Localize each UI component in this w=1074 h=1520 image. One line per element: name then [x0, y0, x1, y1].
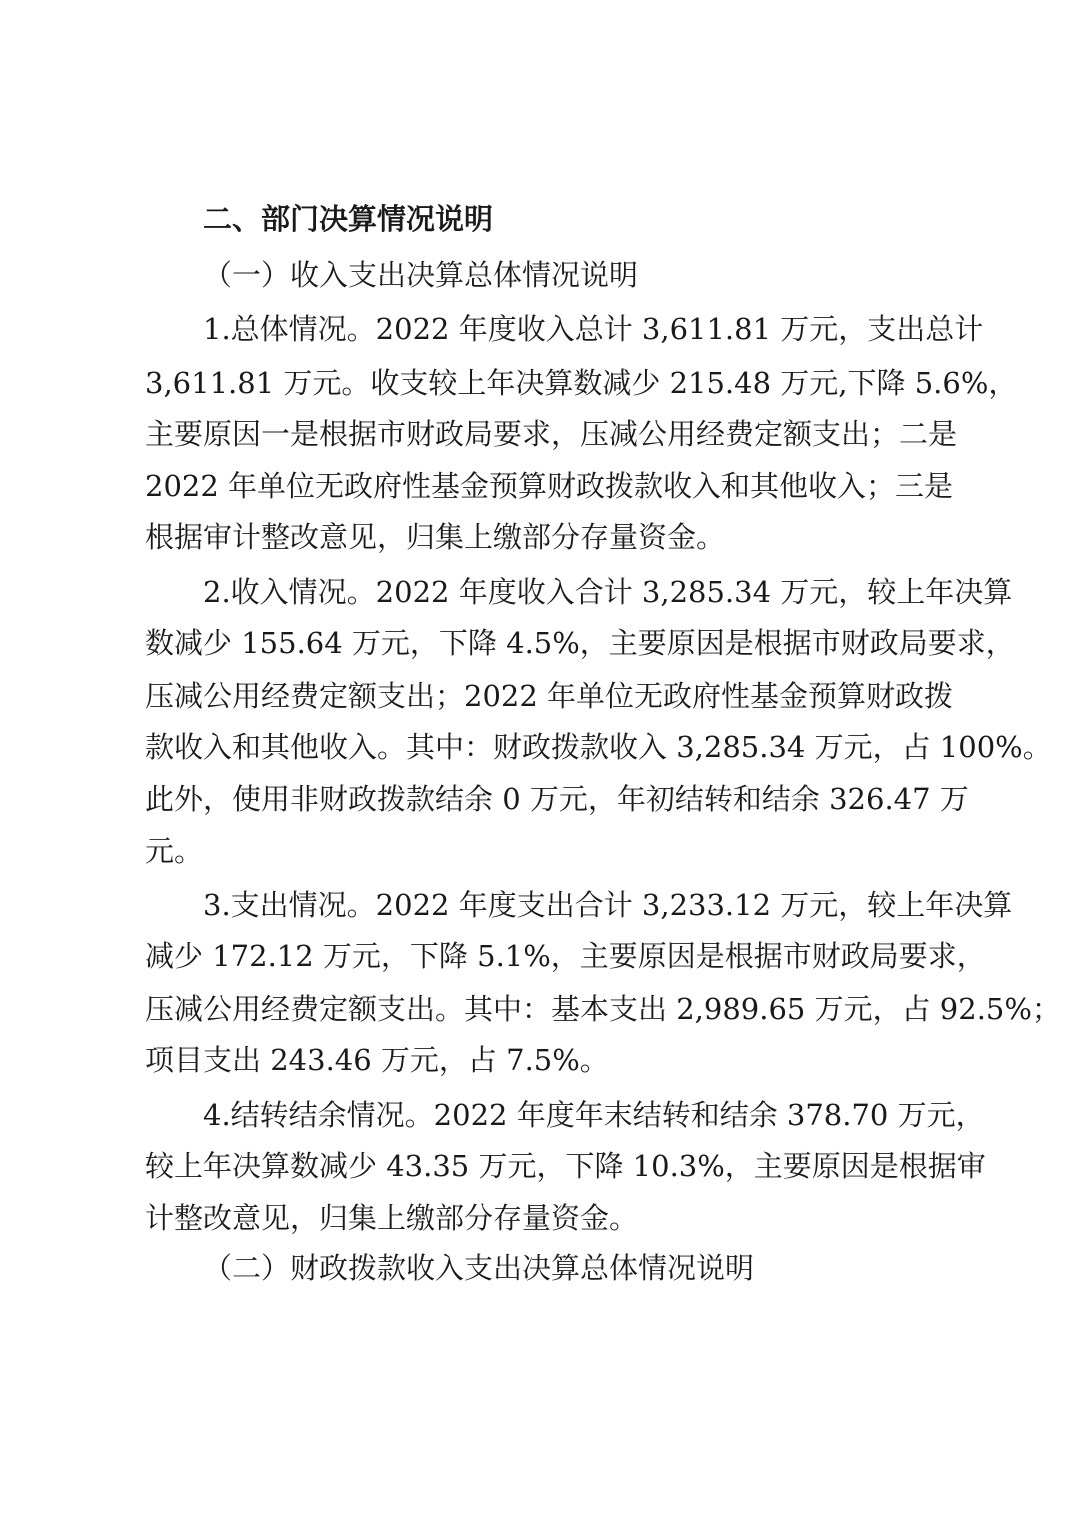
paragraph-line: 此外，使用非财政拨款结余 0 万元，年初结转和结余 326.47 万	[145, 782, 969, 816]
paragraph-line: 较上年决算数减少 43.35 万元，下降 10.3%，主要原因是根据审	[145, 1149, 986, 1183]
paragraph-line: 数减少 155.64 万元，下降 4.5%，主要原因是根据市财政局要求，	[145, 626, 1015, 660]
paragraph-line: 2.收入情况。2022 年度收入合计 3,285.34 万元，较上年决算	[203, 575, 1013, 609]
subsection-heading-2: （二）财政拨款收入支出决算总体情况说明	[203, 1251, 755, 1285]
paragraph-line: 压减公用经费定额支出。其中：基本支出 2,989.65 万元，占 92.5%；	[145, 992, 1061, 1026]
subsection-heading-1: （一）收入支出决算总体情况说明	[203, 258, 639, 292]
paragraph-line: 3,611.81 万元。收支较上年决算数减少 215.48 万元,下降 5.6%，	[145, 366, 1018, 400]
paragraph-line: 款收入和其他收入。其中：财政拨款收入 3,285.34 万元，占 100%。	[145, 730, 1052, 764]
paragraph-line: 减少 172.12 万元，下降 5.1%，主要原因是根据市财政局要求，	[145, 939, 986, 973]
paragraph-line: 压减公用经费定额支出；2022 年单位无政府性基金预算财政拨	[145, 679, 954, 713]
paragraph-line: 1.总体情况。2022 年度收入总计 3,611.81 万元，支出总计	[203, 312, 984, 346]
paragraph-line: 根据审计整改意见，归集上缴部分存量资金。	[145, 520, 726, 554]
paragraph-line: 4.结转结余情况。2022 年度年末结转和结余 378.70 万元，	[203, 1098, 985, 1132]
paragraph-line: 计整改意见，归集上缴部分存量资金。	[145, 1201, 639, 1235]
paragraph-line: 元。	[145, 834, 204, 868]
paragraph-line: 2022 年单位无政府性基金预算财政拨款收入和其他收入；三是	[145, 469, 954, 503]
paragraph-line: 主要原因一是根据市财政局要求，压减公用经费定额支出；二是	[145, 417, 958, 451]
section-heading: 二、部门决算情况说明	[203, 202, 494, 236]
paragraph-line: 项目支出 243.46 万元，占 7.5%。	[145, 1043, 609, 1077]
paragraph-line: 3.支出情况。2022 年度支出合计 3,233.12 万元，较上年决算	[203, 888, 1013, 922]
